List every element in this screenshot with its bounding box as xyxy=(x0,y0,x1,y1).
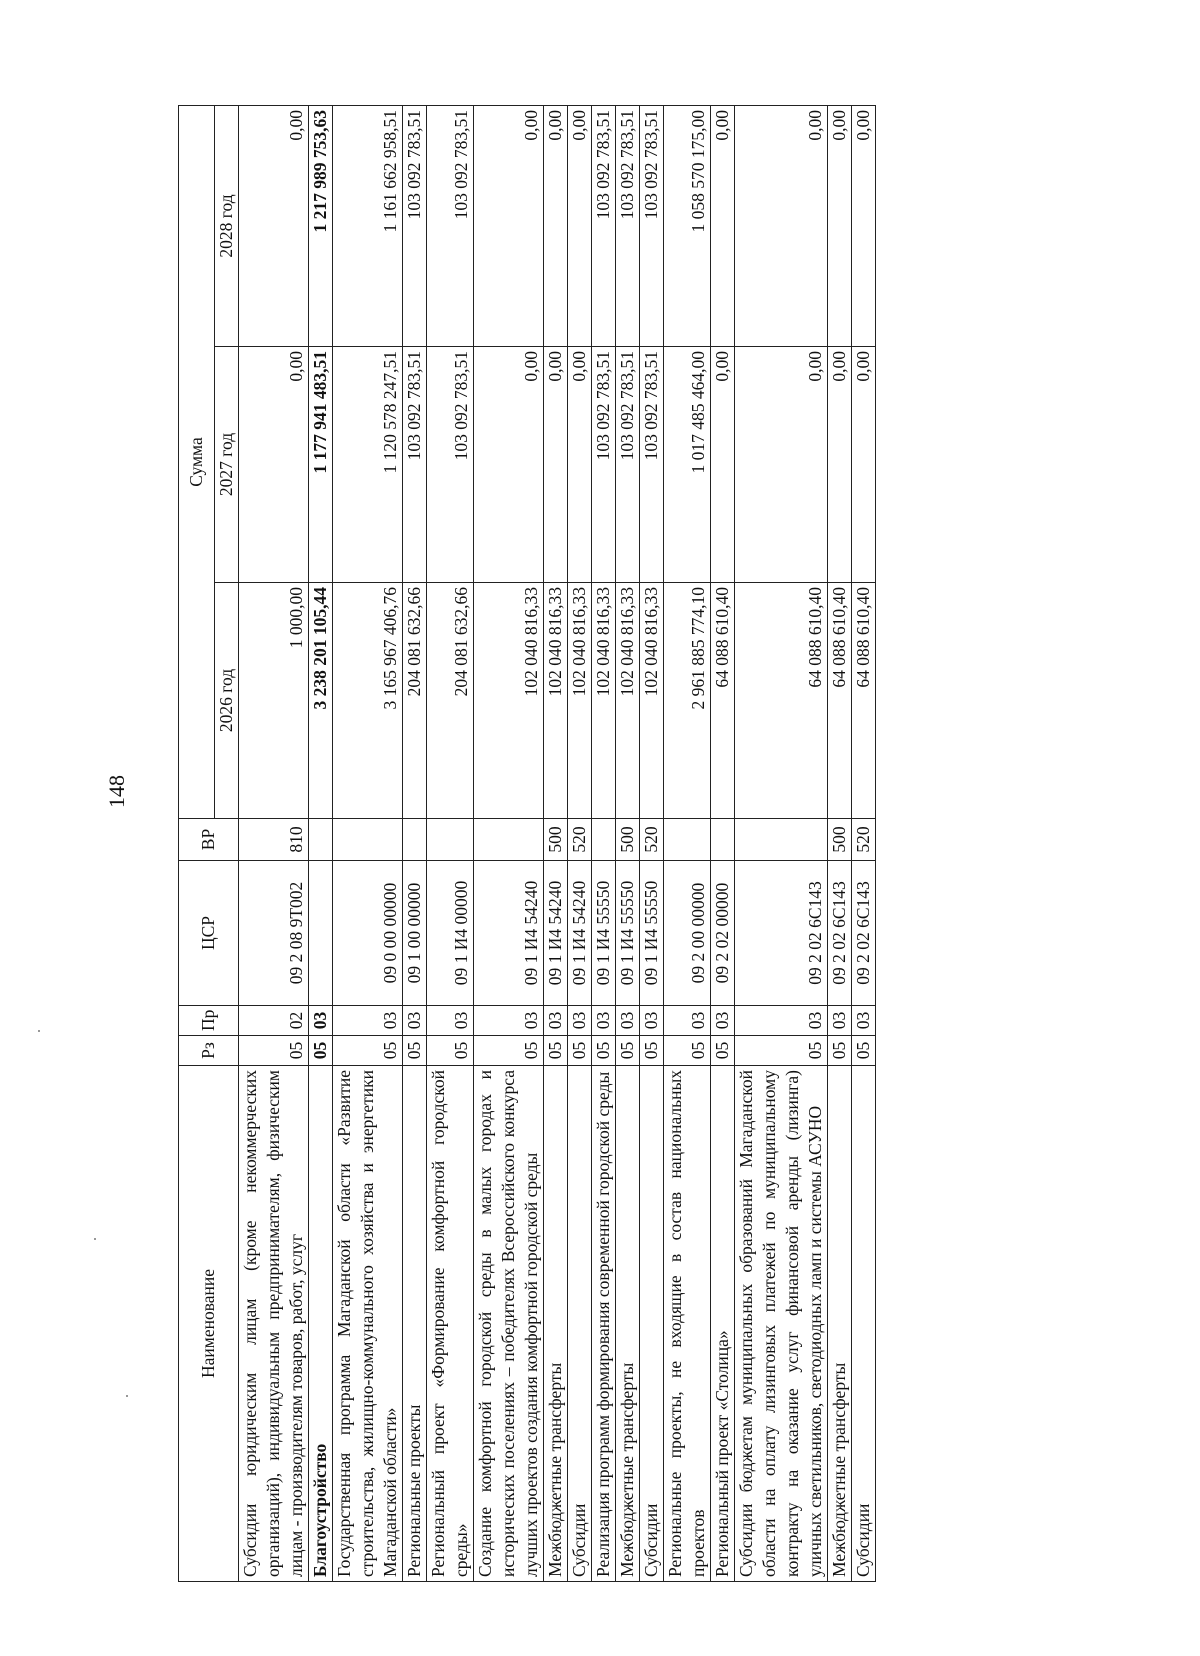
table-row xyxy=(427,105,474,1581)
cell-vr: 520 xyxy=(640,819,664,861)
cell-csr: 09 1 И4 54240 xyxy=(544,861,568,1006)
cell-vr: 500 xyxy=(828,819,852,861)
cell-pr: 03 xyxy=(735,1006,828,1036)
cell-name: Благоустройство xyxy=(309,1066,333,1582)
cell-2028: 103 092 783,51 xyxy=(403,105,427,346)
cell-pr: 03 xyxy=(616,1006,640,1036)
cell-2026: 2 961 885 774,10 xyxy=(664,583,711,819)
table-row xyxy=(309,105,333,1581)
scan-speck xyxy=(38,1030,40,1032)
table-row xyxy=(592,105,616,1581)
cell-csr: 09 1 И4 00000 xyxy=(427,861,474,1006)
cell-csr: 09 2 02 6С143 xyxy=(828,861,852,1006)
cell-2028: 103 092 783,51 xyxy=(427,105,474,346)
cell-2026: 102 040 816,33 xyxy=(568,583,592,819)
cell-name: Субсидии юридическим лицам (кроме некоммерческих организаций), индивидуальным предпринимателям, физическим лицам - производителям товаров, работ, услуг xyxy=(239,1066,309,1582)
cell-vr xyxy=(309,819,333,861)
cell-csr xyxy=(309,861,333,1006)
cell-2028: 103 092 783,51 xyxy=(616,105,640,346)
cell-2027: 103 092 783,51 xyxy=(592,347,616,583)
cell-name: Региональные проекты xyxy=(403,1066,427,1582)
cell-rz: 05 xyxy=(828,1036,852,1066)
cell-rz: 05 xyxy=(239,1036,309,1066)
cell-2026: 1 000,00 xyxy=(239,583,309,819)
cell-vr: 500 xyxy=(544,819,568,861)
cell-2027: 0,00 xyxy=(735,347,828,583)
budget-table xyxy=(178,105,876,1582)
cell-name: Субсидии xyxy=(568,1066,592,1582)
cell-2026: 64 088 610,40 xyxy=(852,583,876,819)
cell-2026: 204 081 632,66 xyxy=(427,583,474,819)
cell-rz: 05 xyxy=(544,1036,568,1066)
header-2028: 2028 год xyxy=(215,105,239,346)
cell-2028: 0,00 xyxy=(544,105,568,346)
cell-csr: 09 1 И4 55550 xyxy=(592,861,616,1006)
cell-csr: 09 1 И4 55550 xyxy=(640,861,664,1006)
cell-vr: 520 xyxy=(852,819,876,861)
table-row xyxy=(403,105,427,1581)
header-2027: 2027 год xyxy=(215,347,239,583)
cell-csr: 09 1 00 00000 xyxy=(403,861,427,1006)
table-row xyxy=(640,105,664,1581)
table-row xyxy=(664,105,711,1581)
cell-rz: 05 xyxy=(568,1036,592,1066)
cell-vr xyxy=(333,819,403,861)
cell-csr: 09 2 02 00000 xyxy=(711,861,735,1006)
cell-pr: 03 xyxy=(828,1006,852,1036)
cell-2026: 64 088 610,40 xyxy=(828,583,852,819)
cell-pr: 03 xyxy=(592,1006,616,1036)
table-row xyxy=(239,105,309,1581)
cell-pr: 03 xyxy=(711,1006,735,1036)
cell-2027: 103 092 783,51 xyxy=(427,347,474,583)
budget-table-container xyxy=(178,106,1058,1582)
cell-pr: 03 xyxy=(664,1006,711,1036)
cell-pr: 03 xyxy=(333,1006,403,1036)
cell-vr xyxy=(474,819,544,861)
cell-2027: 0,00 xyxy=(852,347,876,583)
cell-2027: 103 092 783,51 xyxy=(403,347,427,583)
cell-pr: 03 xyxy=(427,1006,474,1036)
cell-rz: 05 xyxy=(474,1036,544,1066)
cell-csr: 09 1 И4 54240 xyxy=(474,861,544,1006)
cell-2028: 0,00 xyxy=(828,105,852,346)
header-2026: 2026 год xyxy=(215,583,239,819)
cell-2028: 103 092 783,51 xyxy=(592,105,616,346)
cell-name: Государственная программа Магаданской области «Развитие строительства, жилищно-коммунального хозяйства и энергетики Магаданской области» xyxy=(333,1066,403,1582)
cell-name: Межбюджетные трансферты xyxy=(616,1066,640,1582)
cell-pr: 03 xyxy=(544,1006,568,1036)
cell-2026: 102 040 816,33 xyxy=(592,583,616,819)
scan-speck xyxy=(126,1395,128,1397)
cell-name: Создание комфортной городской среды в малых городах и исторических поселениях – победителях Всероссийского конкурса лучших проектов создания комфортной городской среды xyxy=(474,1066,544,1582)
cell-2027: 0,00 xyxy=(474,347,544,583)
cell-2028: 1 217 989 753,63 xyxy=(309,105,333,346)
cell-rz: 05 xyxy=(640,1036,664,1066)
cell-pr: 02 xyxy=(239,1006,309,1036)
cell-2028: 0,00 xyxy=(735,105,828,346)
header-csr: ЦСР xyxy=(179,861,239,1006)
cell-vr xyxy=(403,819,427,861)
cell-2027: 0,00 xyxy=(711,347,735,583)
cell-rz: 05 xyxy=(616,1036,640,1066)
header-vr: ВР xyxy=(179,819,239,861)
cell-name: Субсидии xyxy=(852,1066,876,1582)
cell-name: Межбюджетные трансферты xyxy=(544,1066,568,1582)
cell-2026: 3 238 201 105,44 xyxy=(309,583,333,819)
cell-csr: 09 1 И4 54240 xyxy=(568,861,592,1006)
cell-pr: 03 xyxy=(640,1006,664,1036)
table-row xyxy=(544,105,568,1581)
cell-vr: 520 xyxy=(568,819,592,861)
cell-vr xyxy=(664,819,711,861)
table-row xyxy=(735,105,828,1581)
cell-2028: 103 092 783,51 xyxy=(640,105,664,346)
cell-vr: 500 xyxy=(616,819,640,861)
cell-name: Реализация программ формирования современной городской среды xyxy=(592,1066,616,1582)
cell-name: Субсидии бюджетам муниципальных образований Магаданской области на оплату лизинговых платежей по муниципальному контракту на оказание услуг финансовой аренды (лизинга) уличных светильников, светодиодных ламп и системы АСУНО xyxy=(735,1066,828,1582)
cell-2027: 0,00 xyxy=(239,347,309,583)
cell-rz: 05 xyxy=(333,1036,403,1066)
cell-2027: 103 092 783,51 xyxy=(640,347,664,583)
cell-2027: 0,00 xyxy=(568,347,592,583)
cell-vr xyxy=(711,819,735,861)
cell-2027: 1 177 941 483,51 xyxy=(309,347,333,583)
cell-2026: 102 040 816,33 xyxy=(640,583,664,819)
table-row xyxy=(474,105,544,1581)
table-body xyxy=(239,105,876,1581)
cell-name: Субсидии xyxy=(640,1066,664,1582)
cell-pr: 03 xyxy=(852,1006,876,1036)
cell-2027: 103 092 783,51 xyxy=(616,347,640,583)
cell-2026: 102 040 816,33 xyxy=(544,583,568,819)
table-row xyxy=(828,105,852,1581)
cell-2026: 64 088 610,40 xyxy=(735,583,828,819)
header-sum: Сумма xyxy=(179,105,215,818)
cell-rz: 05 xyxy=(735,1036,828,1066)
cell-2028: 1 058 570 175,00 xyxy=(664,105,711,346)
cell-rz: 05 xyxy=(711,1036,735,1066)
cell-2027: 0,00 xyxy=(828,347,852,583)
cell-2028: 0,00 xyxy=(568,105,592,346)
cell-2028: 0,00 xyxy=(239,105,309,346)
cell-2028: 0,00 xyxy=(852,105,876,346)
cell-name: Региональные проекты, не входящие в состав национальных проектов xyxy=(664,1066,711,1582)
cell-csr: 09 2 02 6С143 xyxy=(735,861,828,1006)
page-number: 148 xyxy=(104,775,129,808)
cell-rz: 05 xyxy=(664,1036,711,1066)
cell-pr: 03 xyxy=(568,1006,592,1036)
cell-2026: 102 040 816,33 xyxy=(616,583,640,819)
cell-name: Межбюджетные трансферты xyxy=(828,1066,852,1582)
cell-2028: 0,00 xyxy=(474,105,544,346)
cell-2028: 1 161 662 958,51 xyxy=(333,105,403,346)
cell-name: Региональный проект «Столица» xyxy=(711,1066,735,1582)
cell-rz: 05 xyxy=(592,1036,616,1066)
cell-2028: 0,00 xyxy=(711,105,735,346)
cell-pr: 03 xyxy=(474,1006,544,1036)
cell-2026: 64 088 610,40 xyxy=(711,583,735,819)
table-row xyxy=(333,105,403,1581)
cell-2026: 204 081 632,66 xyxy=(403,583,427,819)
cell-csr: 09 1 И4 55550 xyxy=(616,861,640,1006)
cell-vr xyxy=(427,819,474,861)
cell-vr xyxy=(735,819,828,861)
cell-csr: 09 0 00 00000 xyxy=(333,861,403,1006)
cell-csr: 09 2 00 00000 xyxy=(664,861,711,1006)
cell-rz: 05 xyxy=(427,1036,474,1066)
scan-speck xyxy=(94,1238,96,1240)
cell-2026: 102 040 816,33 xyxy=(474,583,544,819)
cell-2026: 3 165 967 406,76 xyxy=(333,583,403,819)
cell-rz: 05 xyxy=(309,1036,333,1066)
table-row xyxy=(568,105,592,1581)
header-name: Наименование xyxy=(179,1066,239,1582)
header-pr: Пр xyxy=(179,1006,239,1036)
cell-2027: 1 120 578 247,51 xyxy=(333,347,403,583)
cell-csr: 09 2 08 9Т002 xyxy=(239,861,309,1006)
cell-name: Региональный проект «Формирование комфортной городской среды» xyxy=(427,1066,474,1582)
table-row xyxy=(616,105,640,1581)
cell-csr: 09 2 02 6С143 xyxy=(852,861,876,1006)
cell-rz: 05 xyxy=(852,1036,876,1066)
table-row xyxy=(852,105,876,1581)
cell-vr xyxy=(592,819,616,861)
cell-2027: 1 017 485 464,00 xyxy=(664,347,711,583)
cell-pr: 03 xyxy=(309,1006,333,1036)
cell-vr: 810 xyxy=(239,819,309,861)
cell-rz: 05 xyxy=(403,1036,427,1066)
cell-pr: 03 xyxy=(403,1006,427,1036)
cell-2027: 0,00 xyxy=(544,347,568,583)
table-row xyxy=(711,105,735,1581)
header-rz: Рз xyxy=(179,1036,239,1066)
